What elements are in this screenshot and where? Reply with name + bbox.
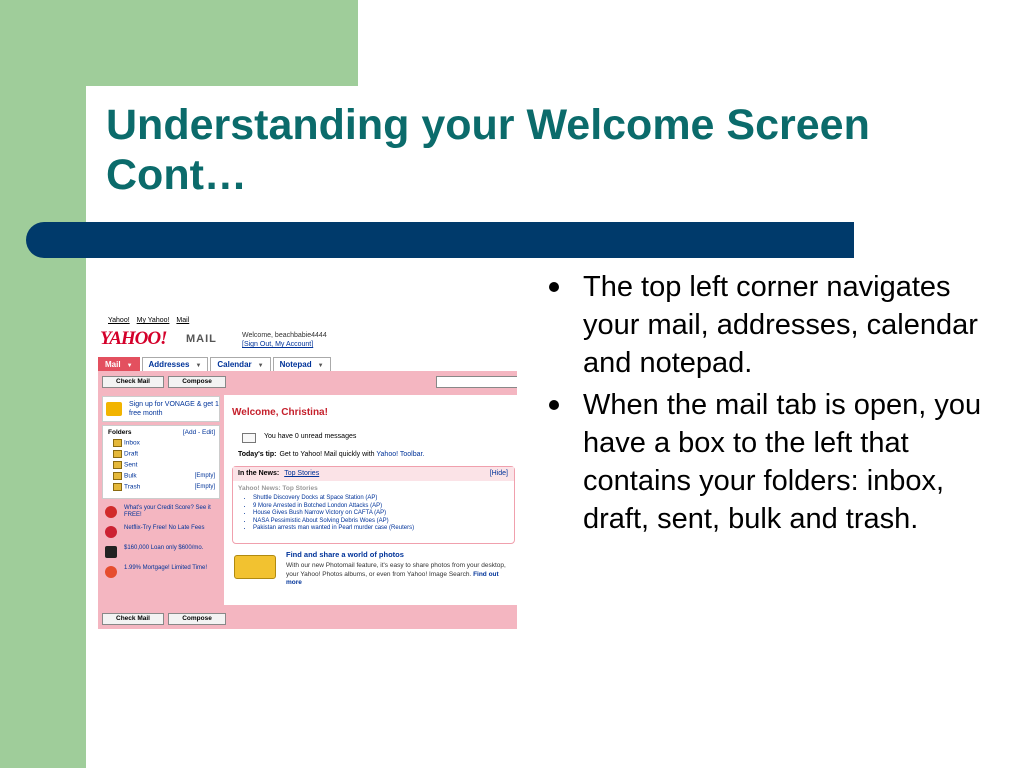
photo-promo-text: With our new Photomail feature, it's easy to share photos from your desktop, your Yahoo! Photos albums, or even from Yahoo! Image Search. [286, 562, 506, 578]
yahoo-mail-screenshot [94, 314, 517, 632]
folder-bulk-label: Bulk [124, 472, 137, 480]
star-icon [105, 506, 117, 518]
folder-inbox[interactable] [113, 439, 140, 447]
welcome-heading: Welcome, Christina! [232, 407, 328, 418]
mail-logo-text: MAIL [186, 333, 217, 345]
ad-loan[interactable] [102, 543, 220, 563]
news-item[interactable]: • NASA Pessimistic About Solving Debris Woes (AP) [253, 518, 414, 526]
find-out-more-link[interactable]: Find out more [286, 570, 499, 586]
top-link-mail[interactable]: Mail [176, 317, 190, 324]
account-welcome [242, 331, 327, 349]
news-dropdown[interactable]: Top Stories [284, 470, 320, 477]
news-box [232, 466, 515, 544]
tab-mail[interactable] [98, 357, 140, 372]
bullet-dot [549, 400, 559, 410]
news-item[interactable]: • 9 More Arrested in Botched London Attacks (AP) [253, 503, 414, 511]
news-item[interactable]: • House Gives Bush Narrow Victory on CAFTA (AP) [253, 510, 414, 518]
bullet-item [545, 268, 985, 382]
title-underline-bar [26, 222, 854, 258]
green-side-band [0, 0, 86, 768]
news-item[interactable]: • Pakistan arrests man wanted in Pearl murder case (Reuters) [253, 525, 414, 533]
tab-addresses[interactable] [142, 357, 209, 372]
bullet-item [545, 386, 985, 538]
folder-trash-label: Trash [124, 483, 141, 491]
vonage-promo[interactable] [102, 396, 220, 422]
tip-text: Get to Yahoo! Mail quickly with [279, 451, 375, 458]
search-input[interactable] [436, 376, 517, 388]
green-top-band [86, 0, 358, 86]
compose-button[interactable]: Compose [168, 376, 226, 388]
tip-label: Today's tip: [238, 451, 277, 458]
envelope-icon [242, 433, 256, 443]
tab-notepad-label: Notepad [279, 360, 312, 369]
sponsored-links [102, 503, 220, 583]
chevron-down-icon: ▼ [317, 363, 324, 369]
folder-sent[interactable] [113, 461, 137, 469]
todays-tip [238, 451, 424, 458]
folder-inbox-label: Inbox [124, 439, 140, 447]
bullet-list [545, 268, 985, 542]
folder-sent-label: Sent [124, 461, 138, 469]
chevron-down-icon: ▼ [257, 363, 264, 369]
ad-text: Netflix-Try Free! No Late Fees [124, 525, 205, 531]
news-bar [233, 467, 514, 481]
news-source: Yahoo! News: Top Stories [238, 485, 318, 492]
add-edit-folders-link[interactable]: [Add - Edit] [182, 429, 215, 436]
chevron-down-icon: ▼ [126, 363, 133, 369]
news-list [243, 495, 414, 533]
ad-mortgage[interactable] [102, 563, 220, 583]
news-label [238, 467, 319, 481]
nav-tabs [98, 357, 333, 371]
slide-title: Understanding your Welcome Screen Cont… [106, 101, 870, 199]
news-label-text: In the News: [238, 470, 280, 477]
folder-icon [113, 439, 122, 447]
bullet-text: The top left corner navigates your mail, addresses, calendar and notepad. [583, 271, 978, 379]
folders-header: Folders [108, 429, 132, 436]
check-mail-button-bottom[interactable]: Check Mail [102, 613, 164, 625]
ad-text: 1.99% Mortgage! Limited Time! [124, 565, 208, 571]
promo-text: Sign up for VONAGE & get 1 free month [129, 401, 219, 417]
folder-draft[interactable] [113, 450, 138, 458]
tab-mail-label: Mail [105, 360, 121, 369]
folder-trash[interactable] [113, 483, 140, 491]
top-link-my-yahoo[interactable]: My Yahoo! [136, 317, 170, 324]
bullet-text: When the mail tab is open, you have a box to the left that contains your folders: inbox, draft, sent, bulk and trash. [583, 389, 982, 535]
news-item[interactable]: • Shuttle Discovery Docks at Space Station (AP) [253, 495, 414, 503]
mail-frame [98, 371, 517, 629]
main-panel [224, 395, 517, 605]
photo-promo-body [286, 562, 514, 588]
photo-promo-title[interactable]: Find and share a world of photos [286, 550, 404, 559]
folder-icon [113, 450, 122, 458]
empty-trash-link[interactable]: [Empty] [194, 484, 215, 490]
yahoo-logo[interactable]: YAHOO! [100, 328, 167, 349]
left-column [102, 396, 220, 583]
folders-box [102, 425, 220, 499]
phone-icon [106, 402, 122, 416]
top-link-yahoo[interactable]: Yahoo! [108, 317, 130, 324]
empty-bulk-link[interactable]: [Empty] [194, 473, 215, 479]
welcome-user: Welcome, beachbabie4444 [242, 332, 327, 339]
dollar-icon [105, 546, 117, 558]
camera-icon [234, 555, 276, 579]
bullet-dot [549, 282, 559, 292]
plus-icon [105, 566, 117, 578]
tab-addresses-label: Addresses [148, 360, 190, 369]
ad-netflix[interactable] [102, 523, 220, 543]
check-mail-button[interactable]: Check Mail [102, 376, 164, 388]
folder-icon [113, 461, 122, 469]
top-links [108, 317, 194, 324]
ad-text: $160,000 Loan only $600/mo. [124, 545, 204, 551]
disc-icon [105, 526, 117, 538]
folder-draft-label: Draft [124, 450, 139, 458]
trash-icon [113, 483, 122, 491]
ad-text: What's your Credit Score? See it FREE! [124, 505, 211, 518]
unread-count[interactable]: You have 0 unread messages [264, 433, 357, 440]
compose-button-bottom[interactable]: Compose [168, 613, 226, 625]
tab-calendar-label: Calendar [217, 360, 252, 369]
chevron-down-icon: ▼ [195, 363, 202, 369]
folder-icon [113, 472, 122, 480]
hide-news-link[interactable]: [Hide] [489, 470, 508, 477]
folder-bulk[interactable] [113, 472, 137, 480]
tab-calendar[interactable] [210, 357, 270, 372]
toolbar-link[interactable]: Yahoo! Toolbar. [376, 451, 425, 458]
tab-notepad[interactable] [273, 357, 331, 372]
ad-credit-score[interactable] [102, 503, 220, 523]
account-links[interactable]: [Sign Out, My Account] [242, 341, 314, 348]
